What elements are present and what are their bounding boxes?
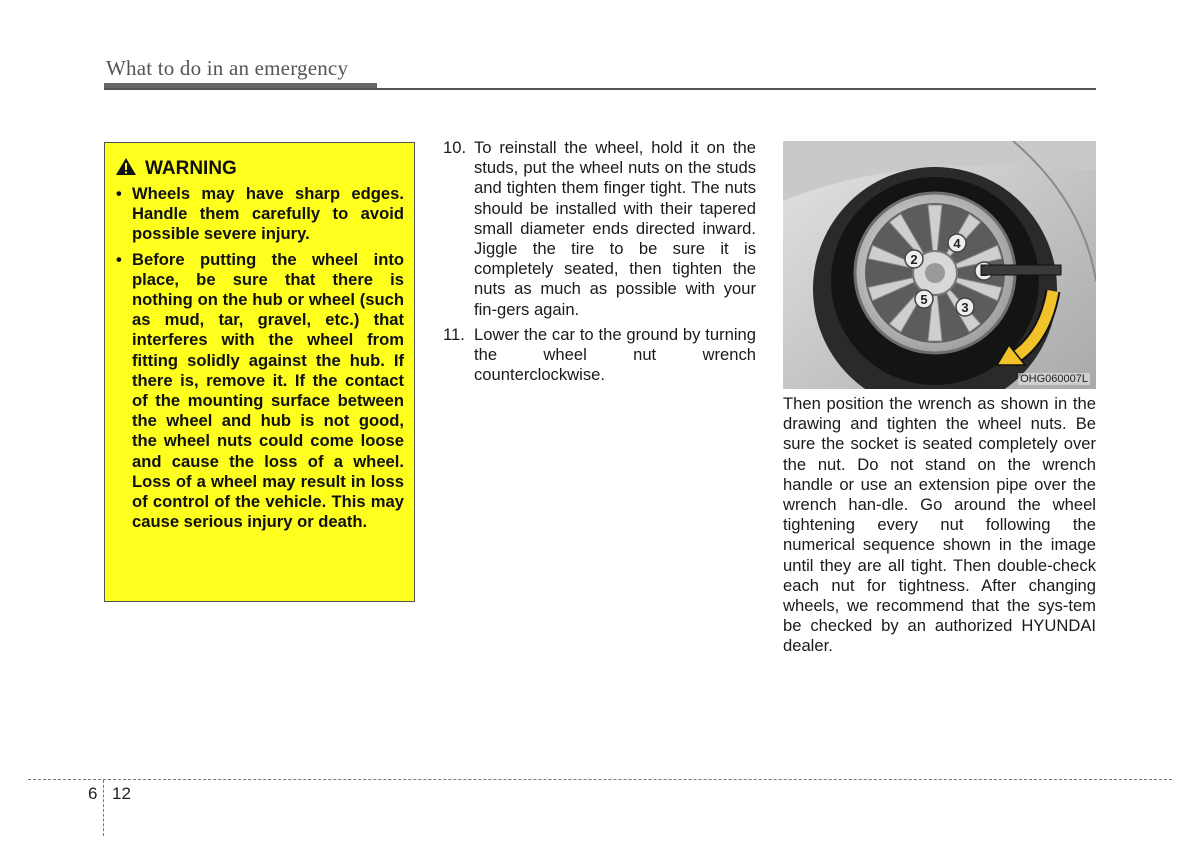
nut-marker-2: [905, 250, 923, 268]
step-text: To reinstall the wheel, hold it on the studs, put the wheel nuts on the studs and tighten them finger tight. The nuts should be installed with their tapered small diameter ends directed inward. Jiggle the tire to be sure it is completely seated, then tighten the nuts as much as possible with your fin-gers again.: [474, 138, 756, 319]
step-10: [443, 138, 756, 320]
warning-list: [115, 184, 404, 532]
step-number: 11.: [443, 324, 465, 344]
svg-text:2: 2: [910, 252, 918, 267]
section-number: 6: [88, 784, 98, 803]
warning-title: WARNING: [145, 158, 237, 179]
header-rule: [104, 88, 1096, 90]
warning-box: [104, 142, 415, 602]
wrench-handle: [981, 265, 1061, 275]
wheel-illustration: [783, 141, 1096, 389]
warning-header: [115, 157, 404, 181]
nut-marker-3: [956, 298, 974, 316]
warning-triangle-icon: [115, 157, 137, 181]
svg-text:3: 3: [961, 300, 969, 315]
step-text: Lower the car to the ground by turning the wheel nut wrench counterclockwise.: [474, 324, 756, 385]
right-paragraph: Then position the wrench as shown in the drawing and tighten the wheel nuts. Be sure the socket is seated completely over the nut. Do not stand on the wrench handle or use an extension pipe over the wrench han-dle. Go around the wheel tightening every nut following the numerical sequence shown in the image until they are all tight. Then double-check each nut for tightness. After changing wheels, we recommend that the sys-tem be checked by an authorized HYUNDAI dealer.: [783, 394, 1096, 656]
page-number: 12: [112, 784, 131, 803]
nut-marker-4: [948, 234, 966, 252]
svg-text:5: 5: [920, 292, 928, 307]
steps-column: [443, 138, 756, 390]
wheel-figure: [783, 141, 1096, 389]
footer-divider: [103, 780, 104, 836]
warning-item-hub-clearance: • Before putting the wheel into place, be sure that there is nothing on the hub or wheel (such as mud, tar, gravel, etc.) that interferes with the wheel from fitting solidly against the hub. If there is, remove it. If the contact of the mounting surface between the wheel and hub is not good, the wheel nuts could come loose and cause the loss of a wheel. Loss of a wheel may result in loss of control of the vehicle. This may cause serious injury or death.: [115, 250, 404, 533]
svg-text:4: 4: [953, 236, 961, 251]
step-11: [443, 325, 756, 386]
warning-item-sharp-edges: • Wheels may have sharp edges. Handle them carefully to avoid possible severe injury.: [115, 184, 404, 245]
footer-rule: [28, 779, 1172, 780]
page-header-title: What to do in an emergency: [106, 56, 349, 80]
figure-caption: OHG060007L: [1020, 373, 1088, 385]
step-number: 10.: [443, 138, 467, 157]
nut-marker-5: [915, 290, 933, 308]
